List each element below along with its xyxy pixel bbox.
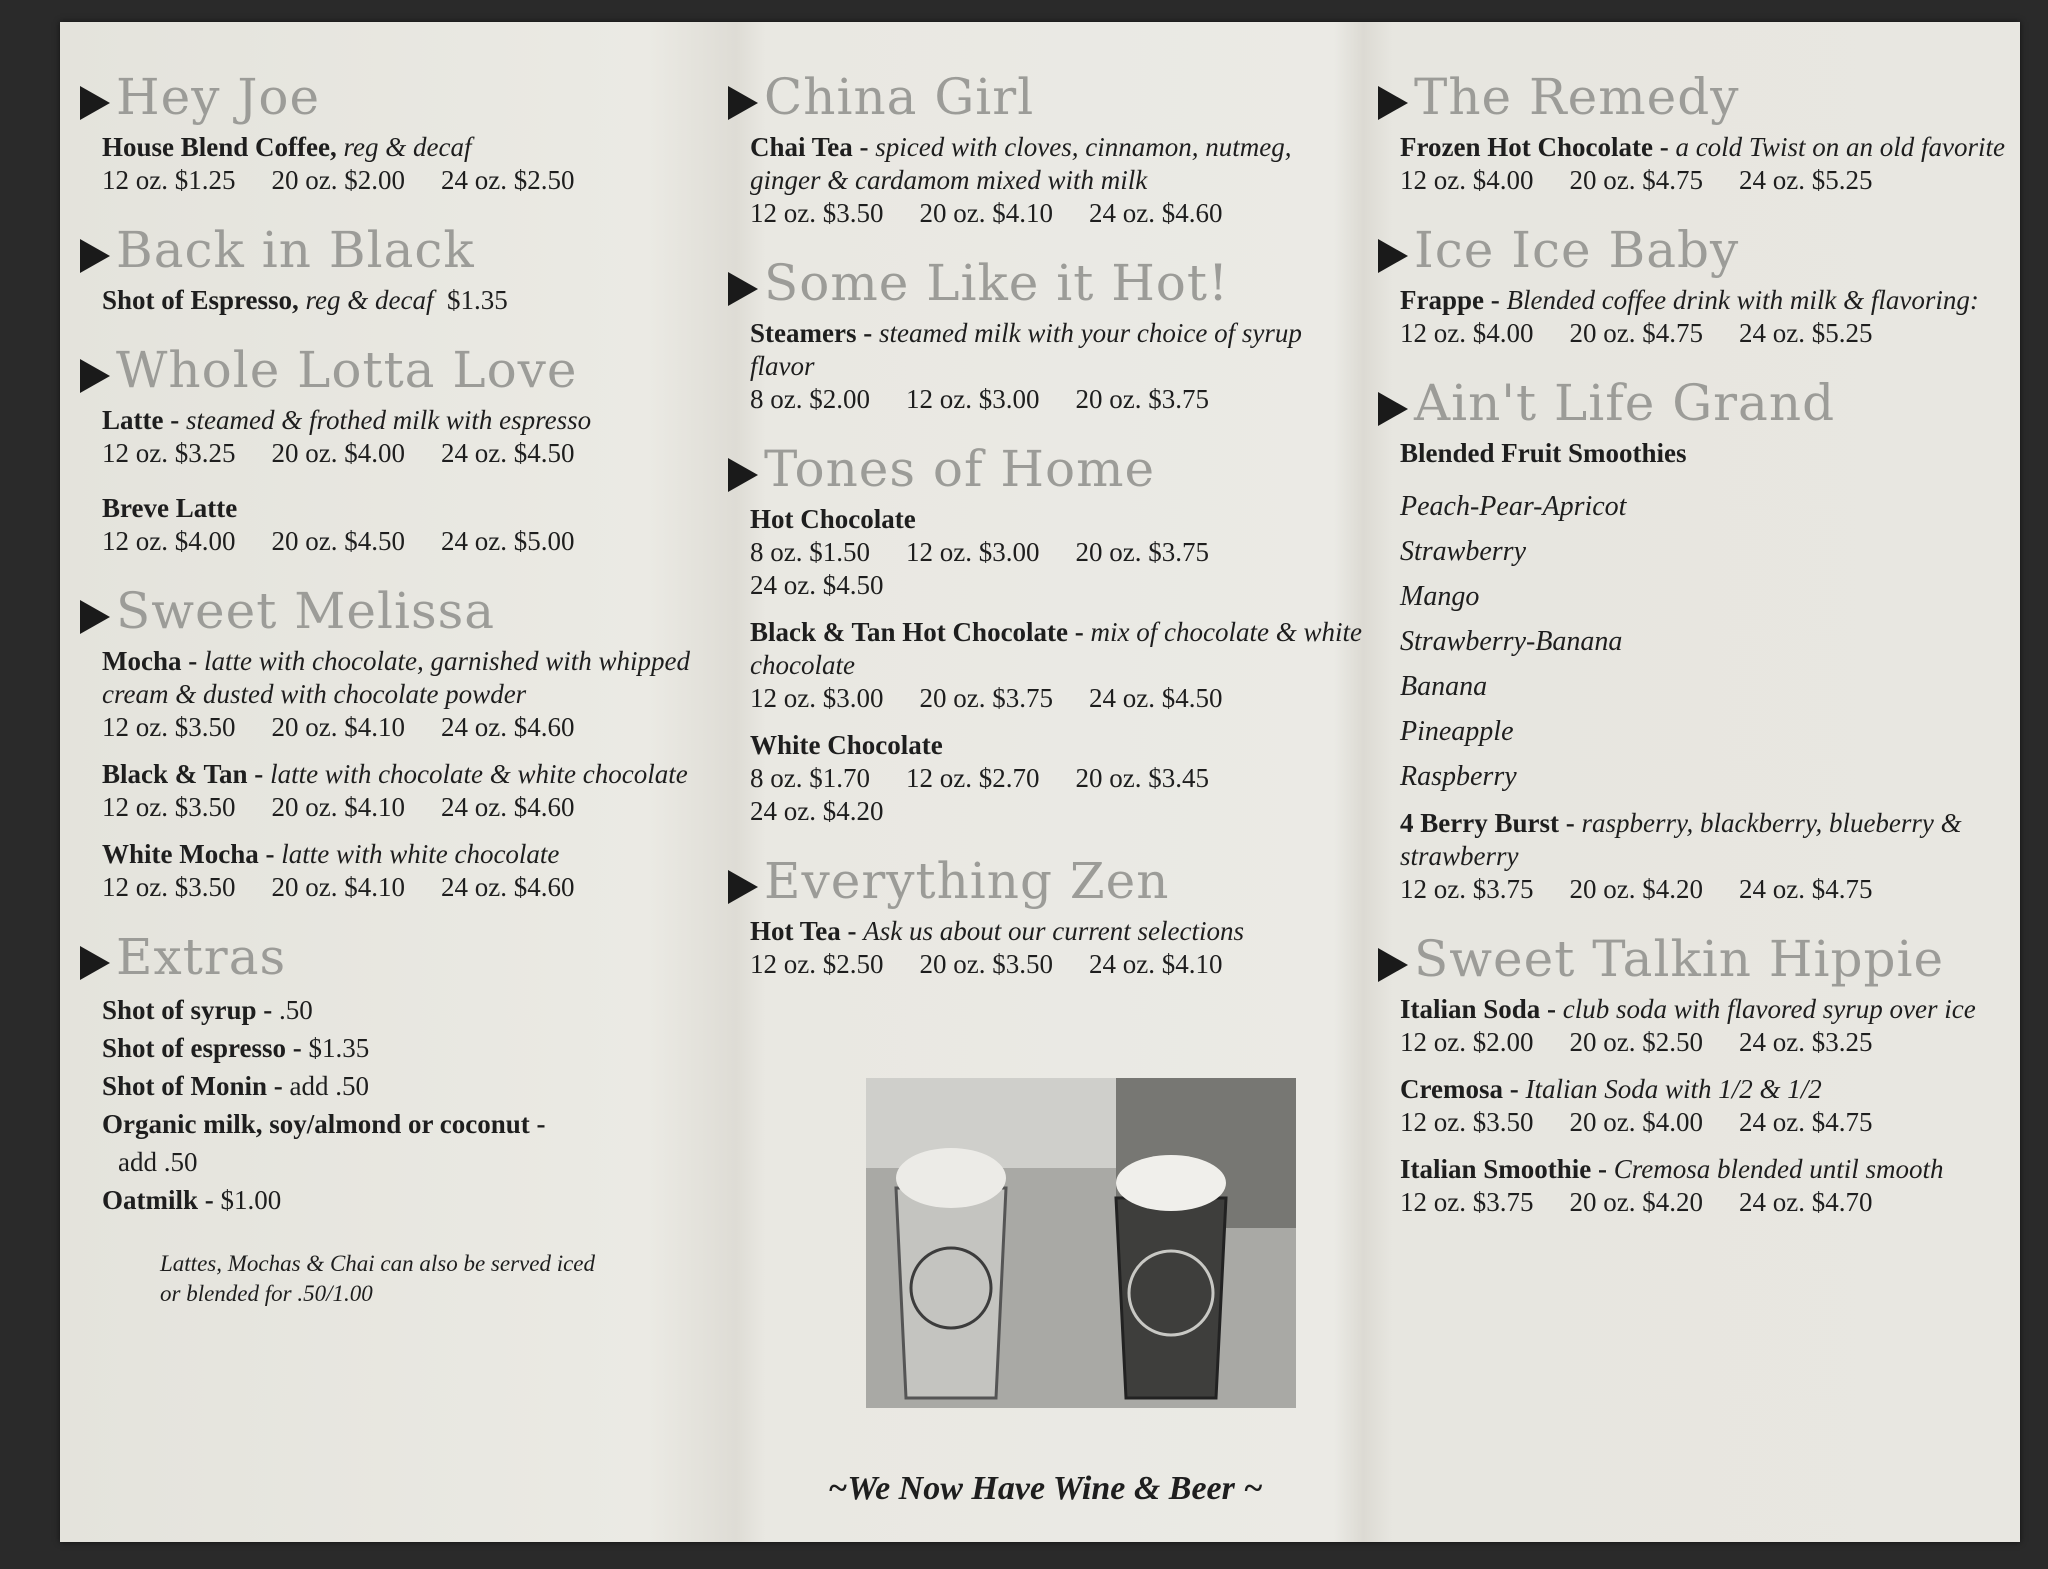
price: 20 oz. $4.20 bbox=[1569, 1187, 1703, 1217]
item-desc: steamed milk with your choice of syrup flavor bbox=[750, 318, 1302, 381]
item-name: White Chocolate bbox=[750, 730, 943, 760]
price-row bbox=[1400, 1106, 2018, 1139]
smoothie-flavor: Banana bbox=[1400, 671, 1488, 702]
price: 12 oz. $3.50 bbox=[102, 872, 236, 902]
price: 20 oz. $4.50 bbox=[271, 526, 405, 556]
section-title-text: Extras bbox=[116, 928, 287, 986]
arrow-icon bbox=[1378, 392, 1408, 426]
price: 12 oz. $2.70 bbox=[905, 763, 1040, 793]
item-desc: a cold Twist on an old favorite bbox=[1675, 132, 2005, 162]
section-title bbox=[80, 70, 720, 125]
price: 20 oz. $4.75 bbox=[1569, 165, 1703, 195]
section-back-in-black bbox=[80, 223, 720, 317]
arrow-icon bbox=[80, 600, 110, 634]
price: 24 oz. $4.20 bbox=[750, 796, 884, 826]
price-row bbox=[1400, 1026, 2018, 1059]
price-row bbox=[1400, 317, 2018, 350]
price-row bbox=[750, 762, 1368, 795]
menu-item bbox=[1400, 1153, 2018, 1219]
item-name: Black & Tan Hot Chocolate - bbox=[750, 617, 1091, 647]
extra-line: Shot of espresso - $1.35 bbox=[102, 1033, 370, 1063]
item-desc: latte with white chocolate bbox=[281, 839, 560, 869]
price: 24 oz. $4.60 bbox=[1088, 198, 1223, 228]
price: 20 oz. $3.50 bbox=[919, 949, 1053, 979]
price: 24 oz. $3.25 bbox=[1738, 1027, 1873, 1057]
price: 24 oz. $4.70 bbox=[1738, 1187, 1873, 1217]
price-row bbox=[750, 536, 1368, 569]
item-name: Latte - bbox=[102, 405, 186, 435]
price: 24 oz. $4.50 bbox=[750, 570, 884, 600]
item-desc: Cremosa blended until smooth bbox=[1613, 1154, 1944, 1184]
price: 12 oz. $3.50 bbox=[750, 198, 884, 228]
menu-paper bbox=[60, 22, 2020, 1542]
price: 12 oz. $4.00 bbox=[102, 526, 236, 556]
price: 8 oz. $1.70 bbox=[750, 763, 870, 793]
section-title bbox=[728, 256, 1368, 311]
item-name: Shot of Espresso, bbox=[102, 285, 299, 315]
price: 24 oz. $2.50 bbox=[440, 165, 575, 195]
section-hey-joe bbox=[80, 70, 720, 197]
menu-item bbox=[750, 503, 1368, 602]
section-title-text: The Remedy bbox=[1414, 68, 1740, 126]
section-title bbox=[80, 584, 720, 639]
price: 20 oz. $3.75 bbox=[1075, 384, 1209, 414]
wine-beer-note: ~We Now Have Wine & Beer ~ bbox=[828, 1470, 1263, 1507]
item-name: 4 Berry Burst - bbox=[1400, 808, 1582, 838]
menu-item bbox=[102, 404, 720, 470]
price: 12 oz. $3.50 bbox=[102, 792, 236, 822]
section-title bbox=[1378, 223, 2018, 278]
menu-item bbox=[1400, 1073, 2018, 1139]
price: 20 oz. $4.20 bbox=[1569, 874, 1703, 904]
price: 24 oz. $5.00 bbox=[440, 526, 575, 556]
price-row bbox=[750, 197, 1368, 230]
price: 20 oz. $4.75 bbox=[1569, 318, 1703, 348]
price: $1.35 bbox=[447, 285, 508, 315]
price: 24 oz. $4.75 bbox=[1738, 874, 1873, 904]
price-row bbox=[102, 871, 720, 904]
extra-line: Organic milk, soy/almond or coconut - bbox=[102, 1109, 546, 1139]
section-title bbox=[80, 343, 720, 398]
price: 8 oz. $1.50 bbox=[750, 537, 870, 567]
extra-line: Shot of syrup - .50 bbox=[102, 995, 313, 1025]
price: 12 oz. $3.00 bbox=[750, 683, 884, 713]
item-name: Black & Tan - bbox=[102, 759, 271, 789]
price: 24 oz. $5.25 bbox=[1738, 318, 1873, 348]
price: 20 oz. $3.45 bbox=[1075, 763, 1209, 793]
price: 24 oz. $4.75 bbox=[1738, 1107, 1873, 1137]
menu-item bbox=[1400, 131, 2018, 197]
item-name: White Mocha - bbox=[102, 839, 282, 869]
menu-item bbox=[102, 758, 720, 824]
price: 20 oz. $3.75 bbox=[1075, 537, 1209, 567]
section-ice-ice-baby bbox=[1378, 223, 2018, 350]
item-name: Italian Smoothie - bbox=[1400, 1154, 1614, 1184]
arrow-icon bbox=[728, 870, 758, 904]
section-title-text: China Girl bbox=[764, 68, 1035, 126]
section-whole-lotta-love bbox=[80, 343, 720, 558]
price: 24 oz. $5.25 bbox=[1738, 165, 1873, 195]
price: 12 oz. $3.75 bbox=[1400, 1187, 1534, 1217]
arrow-icon bbox=[1378, 948, 1408, 982]
price-row bbox=[1400, 164, 2018, 197]
price: 8 oz. $2.00 bbox=[750, 384, 870, 414]
section-title bbox=[728, 442, 1368, 497]
price-row bbox=[750, 948, 1368, 981]
price: 24 oz. $4.50 bbox=[1088, 683, 1223, 713]
section-sweet-talkin-hippie bbox=[1378, 932, 2018, 1219]
menu-column-right bbox=[1378, 70, 2018, 1245]
menu-item bbox=[102, 492, 720, 558]
price-row bbox=[102, 711, 720, 744]
item-desc: club soda with flavored syrup over ice bbox=[1562, 994, 1976, 1024]
item-name: Hot Chocolate bbox=[750, 504, 916, 534]
item-name: Frozen Hot Chocolate - bbox=[1400, 132, 1676, 162]
price-row bbox=[750, 682, 1368, 715]
smoothie-flavor: Peach-Pear-Apricot bbox=[1400, 491, 1627, 522]
smoothie-flavor: Mango bbox=[1400, 581, 1480, 612]
price: 20 oz. $4.00 bbox=[271, 438, 405, 468]
price: 24 oz. $4.50 bbox=[440, 438, 575, 468]
item-desc: raspberry, blackberry, blueberry & strawberry bbox=[1400, 808, 1962, 871]
section-title bbox=[1378, 70, 2018, 125]
section-the-remedy bbox=[1378, 70, 2018, 197]
item-name: Breve Latte bbox=[102, 493, 238, 523]
price: 12 oz. $3.50 bbox=[1400, 1107, 1534, 1137]
extra-line: add .50 bbox=[118, 1147, 198, 1177]
smoothie-flavor: Pineapple bbox=[1400, 716, 1514, 747]
item-desc: latte with chocolate, garnished with whipped cream & dusted with chocolate powder bbox=[102, 646, 690, 709]
section-title bbox=[80, 930, 720, 985]
price-row bbox=[102, 525, 720, 558]
menu-item bbox=[102, 838, 720, 904]
section-title-text: Tones of Home bbox=[764, 440, 1156, 498]
section-title-text: Ain't Life Grand bbox=[1414, 374, 1836, 432]
price-row bbox=[1400, 1186, 2018, 1219]
item-name: Cremosa - bbox=[1400, 1074, 1526, 1104]
arrow-icon bbox=[728, 86, 758, 120]
menu-item bbox=[1400, 284, 2018, 350]
item-name: Frappe - bbox=[1400, 285, 1507, 315]
price: 12 oz. $2.50 bbox=[750, 949, 884, 979]
item-name: Chai Tea - bbox=[750, 132, 876, 162]
section-title-text: Hey Joe bbox=[116, 68, 321, 126]
menu-item bbox=[750, 915, 1368, 981]
section-title-text: Some Like it Hot! bbox=[764, 254, 1230, 312]
arrow-icon bbox=[1378, 239, 1408, 273]
smoothie-flavor: Strawberry-Banana bbox=[1400, 626, 1623, 657]
price: 24 oz. $4.60 bbox=[440, 792, 575, 822]
arrow-icon bbox=[80, 86, 110, 120]
price-row bbox=[102, 791, 720, 824]
price: 20 oz. $4.00 bbox=[1569, 1107, 1703, 1137]
price: 12 oz. $1.25 bbox=[102, 165, 236, 195]
menu-item bbox=[1400, 993, 2018, 1059]
price: 12 oz. $4.00 bbox=[1400, 165, 1534, 195]
section-aint-life-grand bbox=[1378, 376, 2018, 906]
section-title bbox=[80, 223, 720, 278]
item-desc: Blended coffee drink with milk & flavoring: bbox=[1506, 285, 1979, 315]
menu-column-middle bbox=[728, 68, 1368, 1507]
extra-line: Shot of Monin - add .50 bbox=[102, 1071, 370, 1101]
item-desc: reg & decaf bbox=[305, 285, 434, 315]
item-desc: Italian Soda with 1/2 & 1/2 bbox=[1525, 1074, 1822, 1104]
price: 20 oz. $4.10 bbox=[271, 792, 405, 822]
menu-item bbox=[1400, 437, 2018, 470]
section-title-text: Whole Lotta Love bbox=[116, 341, 578, 399]
item-desc: mix of chocolate & white chocolate bbox=[750, 617, 1362, 680]
price: 12 oz. $3.00 bbox=[905, 384, 1040, 414]
section-title bbox=[1378, 376, 2018, 431]
price: 20 oz. $4.10 bbox=[271, 872, 405, 902]
price-row bbox=[750, 383, 1368, 416]
menu-column-left bbox=[80, 70, 720, 1335]
item-desc: reg & decaf bbox=[343, 132, 472, 162]
extra-line: Oatmilk - $1.00 bbox=[102, 1185, 282, 1215]
section-everything-zen bbox=[728, 854, 1368, 981]
arrow-icon bbox=[80, 239, 110, 273]
item-name: Hot Tea - bbox=[750, 916, 864, 946]
section-extras bbox=[80, 930, 720, 1309]
price: 12 oz. $3.00 bbox=[905, 537, 1040, 567]
item-desc: Ask us about our current selections bbox=[863, 916, 1244, 946]
menu-item bbox=[102, 284, 720, 317]
price: 24 oz. $4.60 bbox=[440, 712, 575, 742]
section-tones-of-home bbox=[728, 442, 1368, 828]
arrow-icon bbox=[80, 946, 110, 980]
section-title-text: Sweet Talkin Hippie bbox=[1414, 930, 1945, 988]
price: 24 oz. $4.60 bbox=[440, 872, 575, 902]
item-name: House Blend Coffee, bbox=[102, 132, 337, 162]
item-name: Italian Soda - bbox=[1400, 994, 1563, 1024]
price: 24 oz. $4.10 bbox=[1088, 949, 1223, 979]
smoothie-flavor: Strawberry bbox=[1400, 536, 1526, 567]
item-desc: spiced with cloves, cinnamon, nutmeg, ginger & cardamom mixed with milk bbox=[750, 132, 1292, 195]
price: 20 oz. $3.75 bbox=[919, 683, 1053, 713]
menu-item bbox=[750, 616, 1368, 715]
arrow-icon bbox=[728, 458, 758, 492]
price-row bbox=[102, 437, 720, 470]
item-desc: latte with chocolate & white chocolate bbox=[270, 759, 688, 789]
section-title bbox=[728, 70, 1368, 125]
price-row bbox=[102, 164, 720, 197]
menu-item bbox=[102, 645, 720, 744]
section-title-text: Ice Ice Baby bbox=[1414, 221, 1740, 279]
price: 20 oz. $2.50 bbox=[1569, 1027, 1703, 1057]
menu-item bbox=[1400, 807, 2018, 906]
menu-item bbox=[750, 131, 1368, 230]
section-sweet-melissa bbox=[80, 584, 720, 904]
item-name: Steamers - bbox=[750, 318, 879, 348]
price-row bbox=[1400, 873, 2018, 906]
section-title-text: Back in Black bbox=[116, 221, 475, 279]
menu-item bbox=[750, 729, 1368, 828]
section-title-text: Everything Zen bbox=[764, 852, 1170, 910]
section-title-text: Sweet Melissa bbox=[116, 582, 496, 640]
section-china-girl bbox=[728, 70, 1368, 230]
drinks-illustration bbox=[866, 1078, 1296, 1408]
price: 12 oz. $2.00 bbox=[1400, 1027, 1534, 1057]
arrow-icon bbox=[80, 359, 110, 393]
price: 12 oz. $4.00 bbox=[1400, 318, 1534, 348]
smoothie-flavor: Raspberry bbox=[1400, 761, 1517, 792]
item-desc: steamed & frothed milk with espresso bbox=[185, 405, 592, 435]
price: 20 oz. $2.00 bbox=[271, 165, 405, 195]
iced-note: Lattes, Mochas & Chai can also be served iced or blended for .50/1.00 bbox=[160, 1251, 596, 1306]
price: 12 oz. $3.25 bbox=[102, 438, 236, 468]
section-some-like-it-hot bbox=[728, 256, 1368, 416]
price: 12 oz. $3.50 bbox=[102, 712, 236, 742]
section-title bbox=[728, 854, 1368, 909]
arrow-icon bbox=[728, 272, 758, 306]
drinks-photo bbox=[866, 1078, 1296, 1408]
menu-item bbox=[750, 317, 1368, 416]
price: 20 oz. $4.10 bbox=[271, 712, 405, 742]
item-name: Blended Fruit Smoothies bbox=[1400, 438, 1687, 468]
item-name: Mocha - bbox=[102, 646, 204, 676]
price: 12 oz. $3.75 bbox=[1400, 874, 1534, 904]
section-title bbox=[1378, 932, 2018, 987]
arrow-icon bbox=[1378, 86, 1408, 120]
price: 20 oz. $4.10 bbox=[919, 198, 1053, 228]
menu-item bbox=[102, 131, 720, 197]
